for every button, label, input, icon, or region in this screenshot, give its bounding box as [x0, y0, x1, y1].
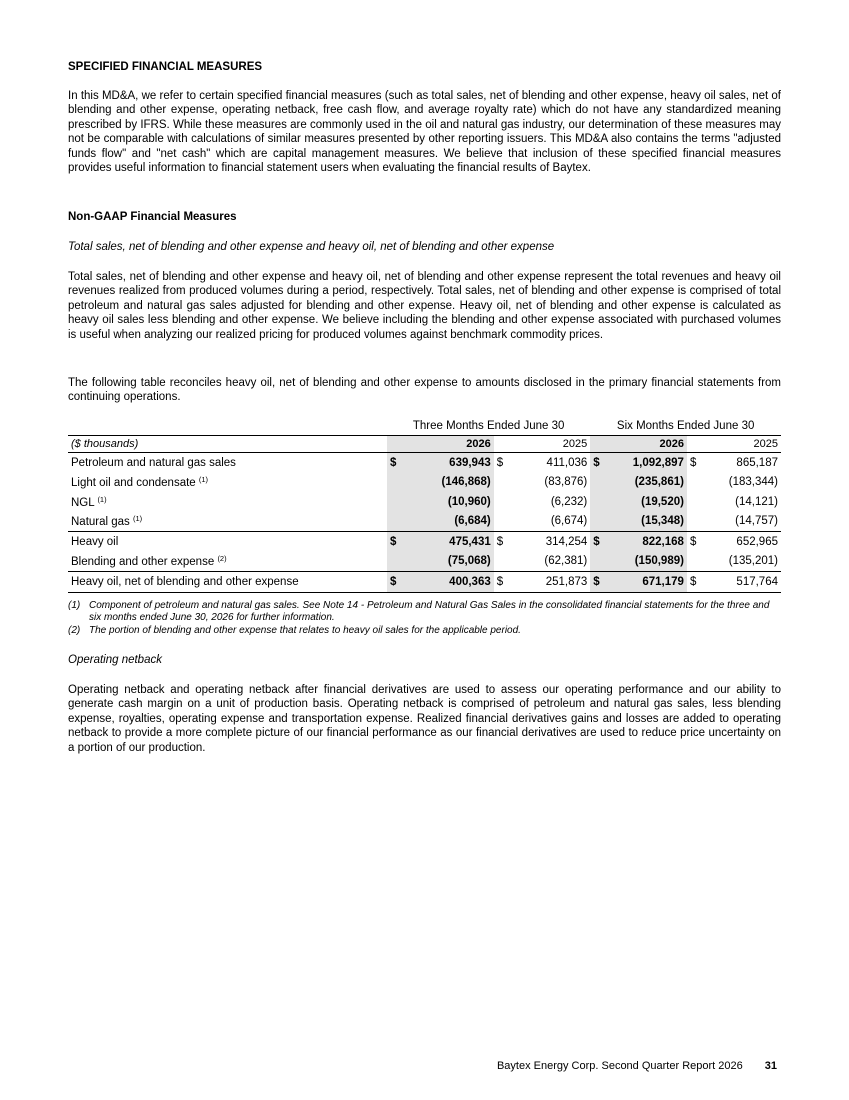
currency-symbol: [590, 552, 608, 572]
value-cell: 822,168: [608, 532, 687, 552]
value-cell: 865,187: [736, 456, 778, 469]
value-cell: 411,036: [546, 456, 588, 469]
value-cell: (19,520): [608, 492, 687, 512]
currency-symbol: $: [689, 456, 697, 469]
row-label-text: Heavy oil, net of blending and other expense: [71, 575, 299, 588]
row-label: [68, 492, 387, 512]
currency-symbol: [387, 512, 405, 532]
currency-symbol: [494, 473, 512, 493]
value-cell: (6,684): [405, 512, 494, 532]
currency-symbol: [687, 552, 705, 572]
table-row: [68, 492, 781, 512]
currency-symbol: [590, 512, 608, 532]
value-cell: 652,965: [705, 532, 781, 552]
value-cell: 671,179: [608, 572, 687, 593]
table-group-header: [68, 417, 781, 436]
value-cell: (83,876): [544, 476, 588, 489]
value-cell: (6,674): [550, 515, 588, 528]
value-cell: (235,861): [608, 473, 687, 493]
row-label: [68, 512, 387, 532]
currency-symbol: [687, 512, 705, 532]
value-cell: 400,363: [405, 572, 494, 593]
footnote-ref: (2): [217, 554, 227, 564]
section1-paragraph: [68, 270, 781, 342]
currency-symbol: [494, 512, 512, 532]
currency-symbol: $: [496, 456, 504, 469]
currency-symbol: $: [494, 572, 512, 593]
section2-paragraph: [68, 683, 781, 755]
row-label-text: Heavy oil: [71, 535, 119, 548]
value-cell: (135,201): [728, 555, 778, 568]
value-cell: (62,381): [544, 555, 588, 568]
currency-symbol: [494, 492, 512, 512]
value-cell: (10,960): [405, 492, 494, 512]
table-row: [68, 473, 781, 493]
value-cell: 314,254: [512, 532, 591, 552]
currency-symbol: $: [590, 532, 608, 552]
value-cell: 517,764: [705, 572, 781, 593]
currency-symbol: [590, 473, 608, 493]
currency-symbol: [387, 492, 405, 512]
row-label: [68, 552, 387, 572]
footnote-number: (1): [68, 600, 81, 611]
value-cell: (14,121): [735, 495, 778, 508]
intro-paragraph: [68, 89, 781, 175]
value-cell: 475,431: [405, 532, 494, 552]
section1-text: Total sales, net of blending and other expense and heavy oil, net of blending and other expense represent the total revenues and heavy oil revenues realized from produced volumes during a period, respectively. Total sales, net of blending and other expense is comprised of total petroleum and natural gas sales adjusted for blending and other expense. Heavy oil, net of blending and other expense is calculated as heavy oil sales less blending and other expense. We believe including the blending and other expense associated with purchased volumes is useful when analyzing our realized pricing for produced volumes against benchmark commodity prices.: [68, 271, 781, 341]
value-cell: 1,092,897: [608, 453, 687, 473]
currency-symbol: $: [387, 453, 405, 473]
row-label-text: NGL: [71, 496, 95, 509]
row-label: [68, 453, 387, 473]
currency-symbol: [687, 492, 705, 512]
table-row: [68, 552, 781, 572]
value-cell: (15,348): [608, 512, 687, 532]
group-three-months: Three Months Ended June 30: [412, 420, 565, 432]
value-cell: (14,757): [735, 515, 778, 528]
currency-symbol: [387, 473, 405, 493]
table-intro: [68, 376, 781, 405]
footnote-number: (2): [68, 625, 81, 636]
table-row: [68, 532, 781, 552]
footnote-ref: (1): [133, 514, 143, 524]
year-header: 2026: [608, 436, 687, 453]
table-year-header: [68, 436, 781, 453]
table-intro-text: The following table reconciles heavy oil, net of blending and other expense to amounts disclosed in the primary financial statements from continuing operations.: [68, 377, 781, 404]
row-label: [68, 532, 387, 552]
value-cell: (183,344): [728, 476, 778, 489]
table-row: [68, 453, 781, 473]
currency-symbol: [687, 473, 705, 493]
currency-symbol: $: [387, 532, 405, 552]
row-label-text: Petroleum and natural gas sales: [71, 456, 236, 469]
units-label: ($ thousands): [68, 436, 387, 453]
footnote: [68, 600, 781, 624]
section1-title: Total sales, net of blending and other expense and heavy oil, net of blending and other expense: [68, 241, 555, 253]
currency-symbol: [387, 552, 405, 572]
footnote: [68, 625, 781, 637]
value-cell: (6,232): [550, 495, 588, 508]
currency-symbol: $: [387, 572, 405, 593]
page-footer: [497, 1060, 777, 1072]
currency-symbol: [494, 552, 512, 572]
year-header: 2025: [705, 436, 781, 453]
section2-title: Operating netback: [68, 654, 162, 666]
subheading: Non-GAAP Financial Measures: [68, 211, 237, 223]
currency-symbol: $: [590, 572, 608, 593]
footnote-ref: (1): [198, 475, 209, 485]
footnote-ref: (1): [97, 494, 107, 504]
year-header: 2025: [512, 436, 591, 453]
section2-text: Operating netback and operating netback after financial derivatives are used to assess our operating performance and our ability to generate cash margin on a unit of production basis. Operating netback is comprised of petroleum and natural gas sales, less blending expense, royalties, operating expense and transportation expense. Realized financial derivatives gains and losses are added to operating netback to provide a more complete picture of our financial performance as our financial derivatives are used to reduce price uncertainty on a portion of our production.: [68, 684, 781, 754]
footnote-text: Component of petroleum and natural gas sales. See Note 14 - Petroleum and Natural Gas Sales in the consolidated financial statements for the three and six months ended June 30, 2026 for further information.: [89, 600, 770, 623]
currency-symbol: $: [687, 532, 705, 552]
footnote-text: The portion of blending and other expense that relates to heavy oil sales for the applicable period.: [89, 625, 521, 636]
section-heading: SPECIFIED FINANCIAL MEASURES: [68, 61, 263, 73]
table-row: [68, 572, 781, 593]
reconciliation-table: [68, 417, 781, 593]
value-cell: 251,873: [512, 572, 591, 593]
footer-text: Baytex Energy Corp. Second Quarter Report 2026: [496, 1060, 743, 1072]
value-cell: 639,943: [405, 453, 494, 473]
value-cell: (75,068): [405, 552, 494, 572]
page-number: 31: [764, 1060, 777, 1072]
year-header: 2026: [405, 436, 494, 453]
value-cell: (146,868): [405, 473, 494, 493]
row-label-text: Light oil and condensate: [71, 477, 196, 490]
intro-text: In this MD&A, we refer to certain specified financial measures (such as total sales, net of blending and other expense, heavy oil sales, net of blending and other expense, operating netback, free cash flow, and average royalty rate) which do not have any standardized meaning prescribed by IFRS. While these measures are commonly used in the oil and natural gas industry, our determination of these measures may not be comparable with calculations of similar measures presented by other reporting issuers. This MD&A also contains the terms "adjusted funds flow" and "net cash" which are capital management measures. We believe that inclusion of these specified financial measures provides useful information to financial statement users when evaluating the financial results of Baytex.: [68, 90, 781, 175]
value-cell: (150,989): [608, 552, 687, 572]
row-label: [68, 473, 387, 493]
row-label: [68, 572, 387, 593]
row-label-text: Natural gas: [71, 516, 130, 529]
row-label-text: Blending and other expense: [71, 556, 215, 569]
table-footnotes: [68, 600, 781, 638]
group-six-months: Six Months Ended June 30: [616, 420, 755, 432]
currency-symbol: $: [494, 532, 512, 552]
currency-symbol: [590, 492, 608, 512]
currency-symbol: $: [590, 453, 608, 473]
currency-symbol: $: [687, 572, 705, 593]
table-row: [68, 512, 781, 532]
